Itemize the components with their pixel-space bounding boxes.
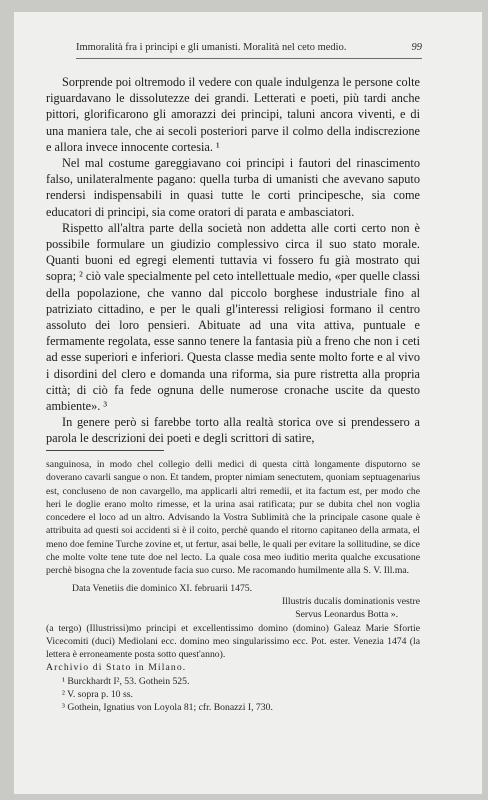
footnote-letter-text: sanguinosa, in modo chel collegio delli medici di questa città longamente disputorno se doverano cavarli sangue o non. Et tandem, propter nimiam senectutem, quoniam septuagenarius est, concluseno de non cavargello, ma applicarli altri remedii, et ita factum est, per modo che heri le doglie erano molto rimesse, et la urina asai ratificata; pur se dubita chel non voglia concedere el loco ad un altro. Advisando la Vostra Sublimità che la principale casone quale è attribuita ad questi soi accidenti si è il coito, perchè quando el ritorno capitaneo della armata, el meno doe femine Turche zovine et, ut fertur, asai belle, le quali per evitare la sollitudine, se dice che molte volte tene tute doe nel lecto. La quale cosa meo iuditio merita qualche excusatione perchè bisogna che la zoventude facia suo curso. Me racomando humilmente alla S. V. Ill.ma. [46,459,420,577]
footnotes [46,458,420,715]
footnote-divider [46,450,164,451]
footnote-item: ³ Gothein, Ignatius von Loyola 81; cfr. Bonazzi I, 730. [62,702,273,714]
running-head [76,42,422,59]
main-text [46,74,420,447]
footnote-letter-address: (a tergo) (Illustrissi)mo principi et excellentissimo domino (domino) Galeaz Marie Sfortie Vicecomiti (duci) Mediolani ecc. domino meo singularissimo ecc. Pot. ester. Venezia 1474 (la lettera è erroneamente posta sotto quest'anno). [46,622,420,661]
footnote-item: ¹ Burckhardt I², 53. Gothein 525. [62,675,190,687]
page-number: 99 [411,42,422,53]
footnote-letter-closing: Illustris ducalis dominationis vestre [281,595,420,607]
paragraph: In genere però si farebbe torto alla realtà storica ove si prendessero a parola le descrizioni dei poeti e degli scrittori di satire, [46,415,420,446]
running-head-title: Immoralità fra i principi e gli umanisti. Moralità nel ceto medio. [76,42,347,53]
footnote-letter-date: Data Venetiis die dominico XI. februarii 1475. [72,582,253,594]
paragraph: Rispetto all'altra parte della società non addetta alle corti certo non è possibile formulare un giudizio complessivo circa il suo stato morale. Quanti buoni ed egregi elementi tuttavia vi fossero fu già mostrato qui sopra; ² ciò vale specialmente pel ceto intellettuale medio, «per quelle classi della popolazione, che vanno dal piccolo borghese industriale fino al patriziato cittadino, e per le quali gl'interessi religiosi formano il centro assoluto dei loro pensieri. Abituate ad una vita attiva, puntuale e fermamente regolata, esse sanno tenere la fantasia più a freno che non i ceti ad esse superiori e inferiori. Questa classe media sente molto forte e al vivo i disordini del clero e domanda una riforma, sia pure ristretta alla propria città; di ciò fa fede ognuna delle numerose cronache uscite da questo ambiente». ³ [46,220,420,414]
paragraph: Sorprende poi oltremodo il vedere con quale indulgenza le persone colte riguardavano le dissolutezze dei grandi. Letterati e poeti, più tardi anche pittori, glorificarono gli amorazzi dei principi, taluni ancora viventi, e di una maniera tale, che ai secoli posteriori parve il colmo della indiscrezione e allora invece innocente cortesia. ¹ [46,75,420,154]
footnote-archive: Archivio di Stato in Milano. [46,662,187,674]
footnote-letter-signature: Servus Leonardus Botta ». [295,609,398,621]
footnote-item: ² V. sopra p. 10 ss. [62,689,133,701]
paragraph: Nel mal costume gareggiavano coi principi i fautori del rinascimento falso, unilateralmente pagano: quella turba di umanisti che avevano saputo rendersi indispensabili in quasi tutte le corti principesche, sia come educatori di principi, sia come oratori di parata e ambasciatori. [46,156,420,219]
book-page [14,12,482,794]
